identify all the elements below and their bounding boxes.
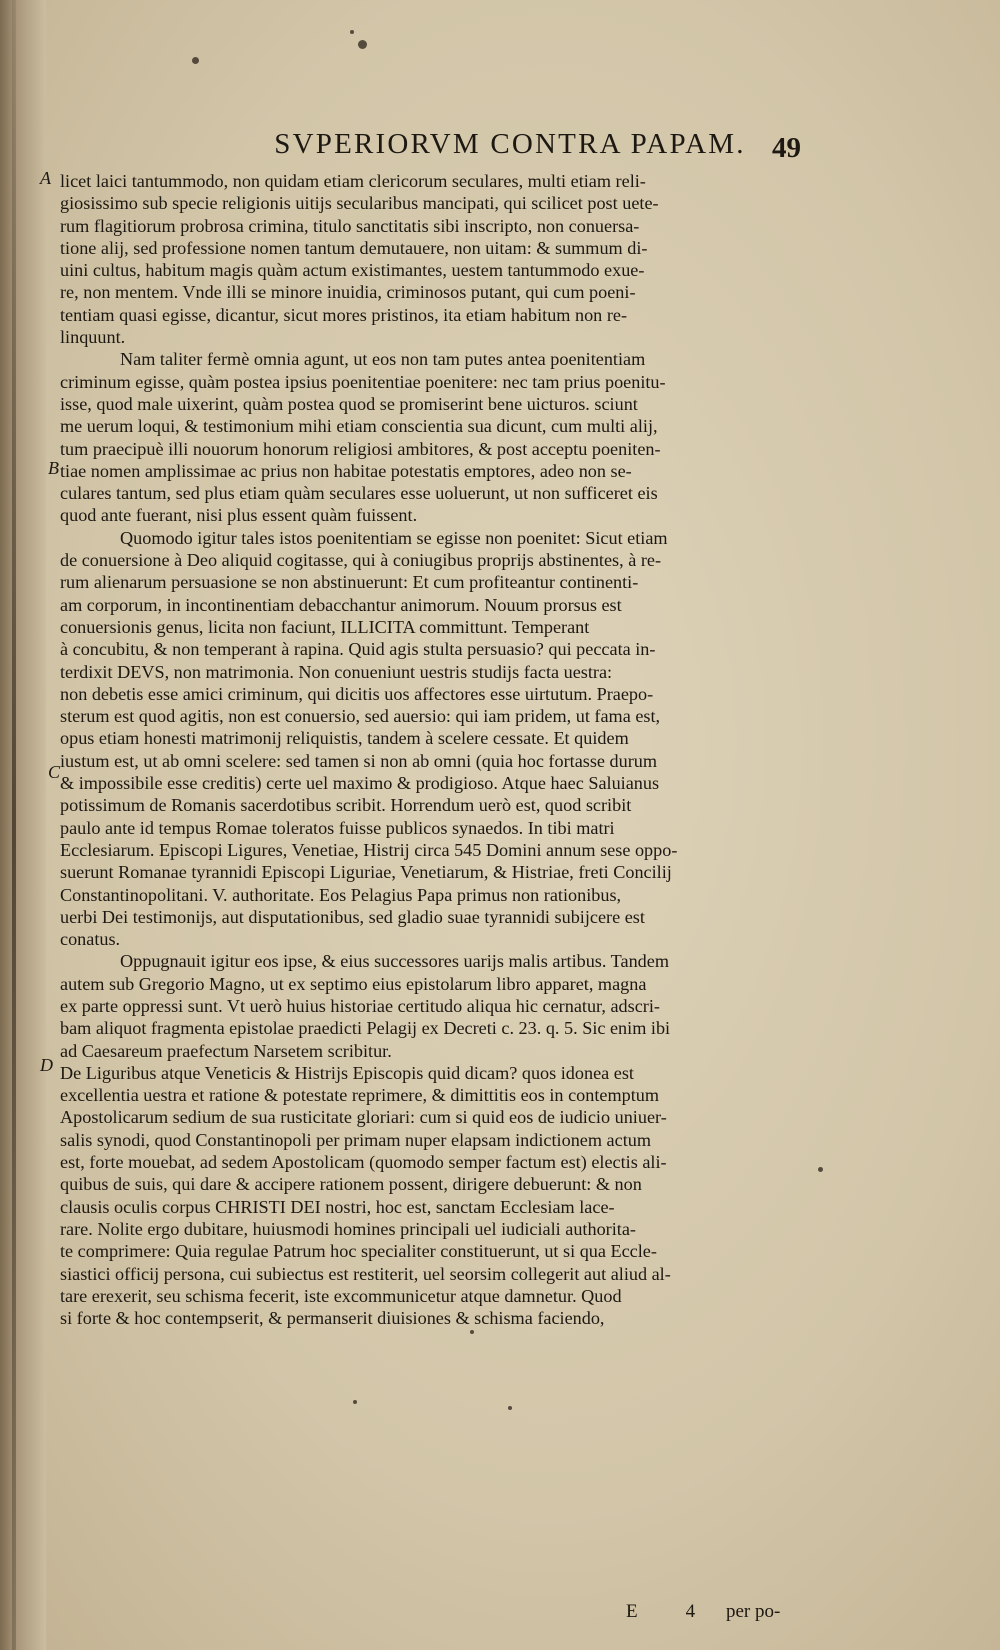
paragraph-start: Nam taliter fermè omnia agunt, ut eos non tam putes antea poenitentiam [120,349,646,370]
text-line: est, forte mouebat, ad sedem Apostolicam (quomodo semper factum est) electis ali- [60,1152,667,1173]
text-line: licet laici tantummodo, non quidam etiam clericorum seculares, multi etiam reli- [60,171,646,191]
text-line: Apostolicarum sedium de sua rusticitate gloriari: cum si quid eos de iudicio uniuer- [60,1107,667,1128]
catchword: per po- [726,1601,781,1622]
text-line: quibus de suis, qui dare & accipere rationem possent, dirigere debuerunt: & non [60,1174,642,1195]
text-line: clausis oculis corpus CHRISTI DEI nostri, hoc est, sanctam Ecclesiam lace- [60,1196,615,1217]
text-line: autem sub Gregorio Magno, ut ex septimo eius epistolarum libro apparet, magna [60,973,647,994]
text-line: & impossibile esse creditis) certe uel maximo & prodigioso. Atque haec Saluianus [60,773,660,794]
text-line: isse, quod male uixerint, quàm postea quod se promiserint bene uicturos. sciunt [60,393,638,414]
signature-letter: E [626,1601,640,1622]
ink-speck [508,1406,512,1410]
text-line: terdixit DEVS, non matrimonia. Non conueniunt uestris studijs facta uestra: [60,661,613,682]
text-line: rum flagitiorum probrosa crimina, titulo sanctitatis sibi inscripto, non conuersa- [60,215,640,236]
signature-number: 4 [685,1601,698,1622]
quoted-paragraph-start: De Liguribus atque Veneticis & Histrijs Episcopis quid dicam? quos idonea est [60,1062,634,1083]
text-line: uini cultus, habitum magis quàm actum existimantes, uestem tantummodo exue- [60,260,645,281]
text-line: linquunt. [60,327,126,348]
gutter-line [12,0,16,1650]
margin-letter-a: A [40,168,51,188]
text-line: sterum est quod agitis, non est conuersio, sed auersio: qui iam pridem, ut fama est, [60,706,661,727]
page-number: 49 [772,132,801,164]
body-text [60,170,810,1329]
text-line: paulo ante id tempus Romae toleratos fuisse publicos synaedos. In tibi matri [60,817,615,838]
text-line: uerbi Dei testimonijs, aut disputationibus, sed gladio suae tyrannidi subijcere est [60,906,645,927]
text-line: re, non mentem. Vnde illi se minore inuidia, criminosos putant, qui cum poeni- [60,282,636,303]
text-line: salis synodi, quod Constantinopoli per primam nuper elapsam indictionem actum [60,1129,651,1150]
paragraph-start: Quomodo igitur tales istos poenitentiam se egisse non poenitet: Sicut etiam [120,527,668,548]
text-line: tiae nomen amplissimae ac prius non habitae potestatis emptores, adeo non se- [60,460,632,481]
margin-letter-c: C [48,762,61,782]
margin-letter-d: D [40,1055,53,1075]
text-line: à concubitu, & non temperant à rapina. Quid agis stulta persuasio? qui peccata in- [60,639,656,660]
signature-mark [626,1601,697,1623]
ink-speck [353,1400,357,1404]
text-line: tare erexerit, seu schisma fecerit, iste excommunicetur atque damnetur. Quod [60,1285,622,1306]
text-line: tione alij, sed professione nomen tantum demutauere, non uitam: & summum di- [60,237,648,258]
text-line: culares tantum, sed plus etiam quàm seculares esse uoluerunt, ut non sufficeret eis [60,483,658,504]
text-line: non debetis esse amici criminum, qui dicitis uos affectores esse uirtutum. Praepo- [60,683,654,704]
text-line: Ecclesiarum. Episcopi Ligures, Venetiae, Histrij circa 545 Domini annum sese oppo- [60,839,678,860]
text-line: rare. Nolite ergo dubitare, huiusmodi homines principali uel iudiciali authorita- [60,1218,636,1239]
text-line: ad Caesareum praefectum Narsetem scribitur. [60,1040,392,1061]
text-line: ex parte oppressi sunt. Vt uerò huius historiae certitudo aliqua hic cernatur, adscri- [60,995,660,1016]
text-line: rum alienarum persuasione se non abstinuerunt: Et cum profiteantur continenti- [60,572,639,593]
text-line: iustum est, ut ab omni scelere: sed tamen si non ab omni (quia hoc fortasse durum [60,750,658,771]
text-line: potissimum de Romanis sacerdotibus scribit. Horrendum uerò est, quod scribit [60,795,632,816]
text-line: me uerum loqui, & testimonium mihi etiam conscientia sua dicunt, cum multi alij, [60,416,658,437]
text-line: de conuersione à Deo aliquid cogitasse, qui à coniugibus proprijs abstinentes, à re- [60,550,662,571]
text-line: te comprimere: Quia regulae Patrum hoc specialiter constituerunt, ut si qua Eccle- [60,1241,657,1262]
text-line: tentiam quasi egisse, dicantur, sicut mores pristinos, ita etiam habitum non re- [60,304,628,325]
book-spine-shadow [0,0,46,1650]
ink-speck [192,57,199,64]
paragraph-start: Oppugnauit igitur eos ipse, & eius successores uarijs malis artibus. Tandem [120,951,669,972]
text-line: am corporum, in incontinentiam debacchantur animorum. Nouum prorsus est [60,594,622,615]
text-line: quod ante fuerant, nisi plus essent quàm fuissent. [60,505,418,526]
text-line: giosissimo sub specie religionis uitijs secularibus mancipati, qui scilicet post uete- [60,193,659,214]
text-line: tum praecipuè illi nouorum honorum religiosi ambitores, & post acceptu poeniten- [60,438,661,459]
ink-speck [470,1330,474,1334]
text-line: si forte & hoc contempserit, & permanserit diuisiones & schisma faciendo, [60,1308,605,1329]
text-line: bam aliquot fragmenta epistolae praedicti Pelagij ex Decreti c. 23. q. 5. Sic enim ibi [60,1018,671,1039]
text-line: siastici officij persona, cui subiectus est restiterit, uel seorsim collegerit aut aliud al- [60,1263,671,1284]
text-line: excellentia uestra et ratione & potestate reprimere, & dimittitis eos in contemptum [60,1085,659,1106]
text-line: conuersionis genus, licita non faciunt, ILLICITA committunt. Temperant [60,616,590,637]
text-line: criminum egisse, quàm postea ipsius poenitentiae poenitere: nec tam prius poenitu- [60,371,666,392]
ink-speck [350,30,354,34]
running-head: SVPERIORVM CONTRA PAPAM. [274,128,746,160]
text-line: conatus. [60,929,121,950]
ink-speck [358,40,367,49]
text-line: opus etiam honesti matrimonij reliquistis, tandem à scelere cessate. Et quidem [60,728,629,749]
text-line: suerunt Romanae tyrannidi Episcopi Liguriae, Venetiarum, & Histriae, freti Concilij [60,862,672,883]
ink-speck [818,1167,823,1172]
text-line: Constantinopolitani. V. authoritate. Eos Pelagius Papa primus non rationibus, [60,884,622,905]
margin-letter-b: B [48,458,59,478]
